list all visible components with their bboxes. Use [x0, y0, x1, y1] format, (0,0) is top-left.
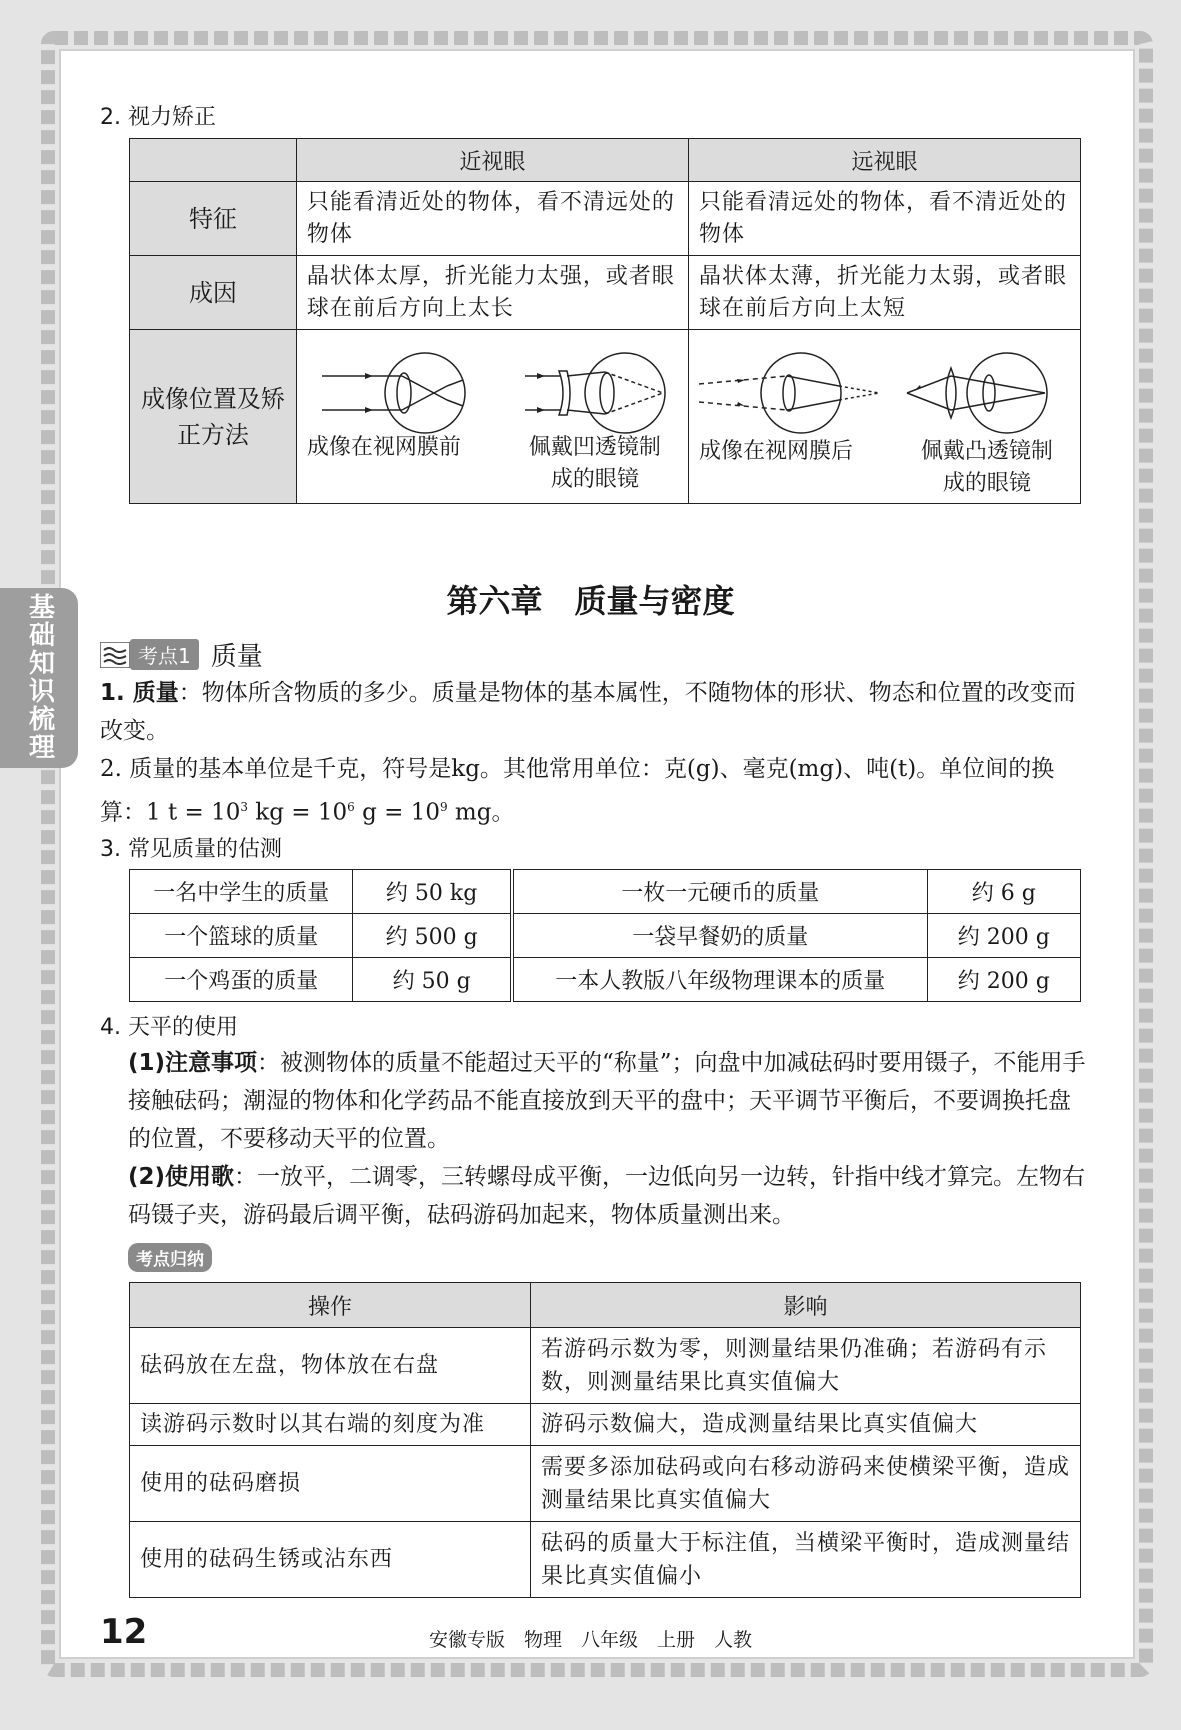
footer-book-info: 安徽专版 物理 八年级 上册 人教	[428, 1629, 752, 1651]
para2-exp3: 9	[439, 800, 448, 814]
hyperopia-cause: 晶状体太薄，折光能力太弱，或者眼球在前后方向上太短	[688, 256, 1080, 330]
header-hyperopia: 远视眼	[688, 139, 1080, 182]
estimate-value: 约 500 g	[353, 914, 512, 958]
estimate-item: 一名中学生的质量	[130, 870, 353, 914]
estimate-item: 一个鸡蛋的质量	[130, 958, 353, 1002]
para1-text: ：物体所含物质的多少。质量是物体的基本属性，不随物体的形状、物态和位置的改变而改变。	[100, 680, 1076, 744]
para-mass-definition	[100, 674, 1085, 750]
estimate-value: 约 200 g	[927, 914, 1080, 958]
guina-badge: 考点归纳	[128, 1243, 212, 1272]
table-row	[130, 1404, 1081, 1446]
chapter-title: 第六章 质量与密度	[446, 582, 735, 620]
header-effect: 影响	[530, 1283, 1080, 1328]
operation-cell: 使用的砝码磨损	[130, 1446, 531, 1522]
vision-correction-table	[129, 138, 1081, 504]
estimate-value: 约 6 g	[927, 870, 1080, 914]
myopia-correction-caption: 佩戴凹透镜制成的眼镜	[528, 435, 661, 492]
para2-exp2: 6	[347, 800, 355, 814]
estimate-item: 一枚一元硬币的质量	[512, 870, 927, 914]
song-text: ：一放平，二调零，三转螺母成平衡，一边低向另一边转，针指中线才算完。左物右码镊子夹，游码最后调平衡，砝码游码加起来，物体质量测出来。	[128, 1164, 1086, 1228]
notes-lead: (1)注意事项	[128, 1050, 258, 1076]
header-myopia: 近视眼	[296, 139, 688, 182]
effect-cell: 游码示数偏大，造成测量结果比真实值偏大	[530, 1404, 1080, 1446]
operation-cell: 使用的砝码生锈或沾东西	[130, 1522, 531, 1598]
page-number: 12	[100, 1612, 148, 1652]
row-label-cause: 成因	[130, 256, 297, 330]
effect-cell: 砝码的质量大于标注值，当横梁平衡时，造成测量结果比真实值偏小	[530, 1522, 1080, 1598]
section-title-vision: 2. 视力矫正	[100, 105, 216, 130]
estimate-item: 一袋早餐奶的质量	[512, 914, 927, 958]
table-row	[130, 914, 1081, 958]
para2-text2: kg = 10	[248, 799, 348, 826]
hyperopia-correction-caption: 佩戴凸透镜制成的眼镜	[920, 439, 1053, 496]
para2-text3: g = 10	[354, 799, 440, 826]
corner-cell	[130, 139, 297, 182]
myopia-diagram-cell	[296, 330, 688, 504]
hyperopia-diagram-cell	[688, 330, 1080, 504]
song-lead: (2)使用歌	[128, 1164, 235, 1190]
estimate-value: 约 200 g	[927, 958, 1080, 1002]
table-row	[130, 870, 1081, 914]
kaodian-title: 质量	[210, 642, 263, 672]
myopia-cause: 晶状体太厚，折光能力太强，或者眼球在前后方向上太长	[296, 256, 688, 330]
notes-text: ：被测物体的质量不能超过天平的“称量”；向盘中加减砝码时要用镊子，不能用手接触砝码；潮湿的物体和化学药品不能直接放到天平的盘中；天平调节平衡后，不要调换托盘的位置，不要移动天平的位置。	[128, 1050, 1086, 1152]
wave-icon	[100, 642, 130, 668]
table-row	[130, 1446, 1081, 1522]
para2-text4: mg。	[447, 799, 515, 826]
estimate-value: 约 50 kg	[353, 870, 512, 914]
para2-text: 2. 质量的基本单位是千克，符号是kg。其他常用单位：克(g)、毫克(mg)、吨(t)。单位间的换算：1 t = 10	[100, 756, 1055, 826]
estimate-value: 约 50 g	[353, 958, 512, 1002]
section-title-balance: 4. 天平的使用	[100, 1015, 238, 1040]
guina-badge-wrap	[128, 1243, 212, 1272]
para-balance-song	[128, 1158, 1086, 1234]
para1-lead: 1. 质量	[100, 680, 179, 706]
kaodian-header	[100, 636, 263, 673]
section-title-estimates: 3. 常见质量的估测	[100, 837, 282, 862]
estimate-item: 一本人教版八年级物理课本的质量	[512, 958, 927, 1002]
mass-estimates-table	[129, 869, 1081, 1002]
side-tab: 基础知识梳理	[0, 588, 78, 768]
row-label-feature: 特征	[130, 182, 297, 256]
hyperopia-feature: 只能看清远处的物体，看不清近处的物体	[688, 182, 1080, 256]
hyperopia-image-caption: 成像在视网膜后	[698, 439, 853, 464]
table-row	[130, 958, 1081, 1002]
row-label-imaging: 成像位置及矫正方法	[130, 330, 297, 504]
estimate-item: 一个篮球的质量	[130, 914, 353, 958]
para2-exp1: 3	[240, 800, 248, 814]
hyperopia-eye-diagram	[689, 338, 1087, 448]
table-row	[130, 1522, 1081, 1598]
para-mass-units	[100, 750, 1085, 832]
operation-cell: 砝码放在左盘，物体放在右盘	[130, 1328, 531, 1404]
operations-table	[129, 1282, 1081, 1598]
operation-cell: 读游码示数时以其右端的刻度为准	[130, 1404, 531, 1446]
table-row	[130, 1328, 1081, 1404]
para-balance-notes	[128, 1044, 1086, 1158]
kaodian-badge: 考点1	[130, 639, 199, 670]
myopia-image-caption: 成像在视网膜前	[306, 435, 461, 460]
effect-cell: 需要多添加砝码或向右移动游码来使横梁平衡，造成测量结果比真实值偏大	[530, 1446, 1080, 1522]
header-operation: 操作	[130, 1283, 531, 1328]
effect-cell: 若游码示数为零，则测量结果仍准确；若游码有示数，则测量结果比真实值偏大	[530, 1328, 1080, 1404]
myopia-feature: 只能看清近处的物体，看不清远处的物体	[296, 182, 688, 256]
